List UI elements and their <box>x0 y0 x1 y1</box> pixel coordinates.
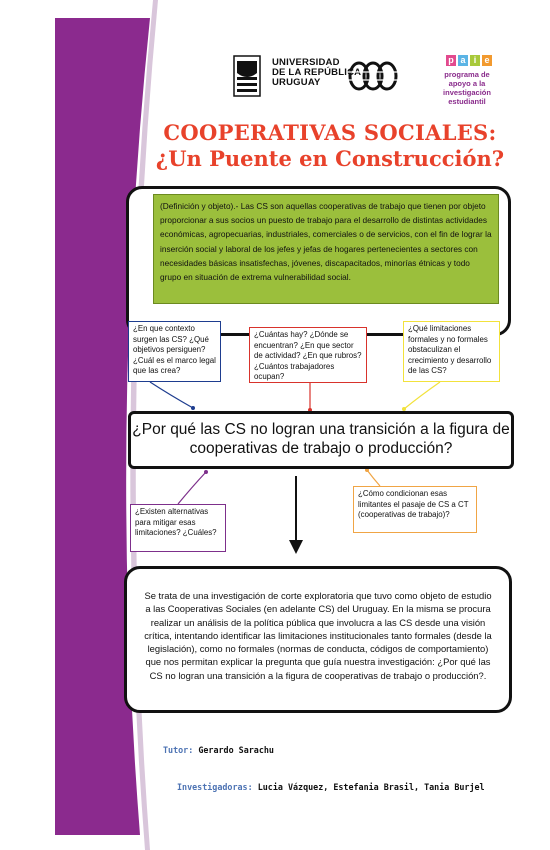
question-alternatives: ¿Existen alternativas para mitigar esas limitaciones? ¿Cuáles? <box>130 504 226 552</box>
question-quantity: ¿Cuántas hay? ¿Dónde se encuentran? ¿En que sector de actividad? ¿En que rubros? ¿Cuántos trabajadores ocupan? <box>249 327 367 383</box>
question-context: ¿En que contexto surgen las CS? ¿Qué objetivos persiguen? ¿Cuál es el marco legal que las crea? <box>128 321 221 382</box>
tutor-name: Gerardo Sarachu <box>198 745 274 755</box>
paie-program-name <box>432 70 502 106</box>
paie-letter: p <box>446 55 456 66</box>
question-conditions: ¿Cómo condicionan esas limitantes el pasaje de CS a CT (cooperativas de trabajo)? <box>353 486 477 533</box>
investigators-label: Investigadoras: <box>177 782 253 792</box>
paie-letter: a <box>458 55 468 66</box>
poster-title: COOPERATIVAS SOCIALES: <box>163 120 497 145</box>
paie-letter: e <box>482 55 492 66</box>
university-line-1: UNIVERSIDAD <box>272 57 340 68</box>
university-seal-icon <box>233 55 261 97</box>
investigators-names: Lucia Vázquez, Estefania Brasil, Tania Burjel <box>257 782 485 792</box>
university-line-2: DE LA REPÚBLICA <box>272 67 362 78</box>
paie-line: apoyo a la <box>448 79 486 88</box>
investigators-credit <box>177 782 485 792</box>
paie-line: programa de <box>444 70 490 79</box>
central-research-question: ¿Por qué las CS no logran una transición a la figura de cooperativas de trabajo o producción? <box>128 411 514 469</box>
university-line-3: URUGUAY <box>272 77 321 88</box>
definition-text: (Definición y objeto).- Las CS son aquellas cooperativas de trabajo que tienen por objeto proporcionar a sus socios un puesto de trabajo para el desarrollo de distintas actividades económicas, agropecuarias, industriales, comerciales o de servicios, con el fin de lograr la inserción social y laboral de los jefes y jefas de hogares pertenecientes a sectores con necesidades básicas insatisfechas, jóvenes, discapacitados, minorías étnicas y todo grupo en situación de extrema vulnerabilidad social. <box>153 194 499 304</box>
poster-subtitle: ¿Un Puente en Construcción? <box>155 146 505 171</box>
question-limitations: ¿Qué limitaciones formales y no formales obstaculizan el crecimiento y desarrollo de las CS? <box>403 321 500 382</box>
tutor-credit <box>163 745 274 755</box>
research-description: Se trata de una investigación de corte exploratoria que tuvo como objeto de estudio a las Cooperativas Sociales (en adelante CS) del Uruguay. En la misma se procura realizar un análisis de la política pública que involucra a las CS desde una visión crítica, intentando identificar las limitaciones institucionales tanto formales (desde la legislación), como no formales (normas de conducta, códigos de comportamiento) que nos permitan explicar la pregunta que guía nuestra investigación: ¿Por qué las CS no logran una transición a la figura de cooperativas de trabajo o producción?. <box>124 566 512 713</box>
cse-logo-icon <box>347 58 407 94</box>
paie-line: estudiantil <box>448 97 486 106</box>
tutor-label: Tutor: <box>163 745 194 755</box>
paie-logo <box>446 55 492 66</box>
paie-line: investigación <box>443 88 491 97</box>
paie-letter: i <box>470 55 480 66</box>
